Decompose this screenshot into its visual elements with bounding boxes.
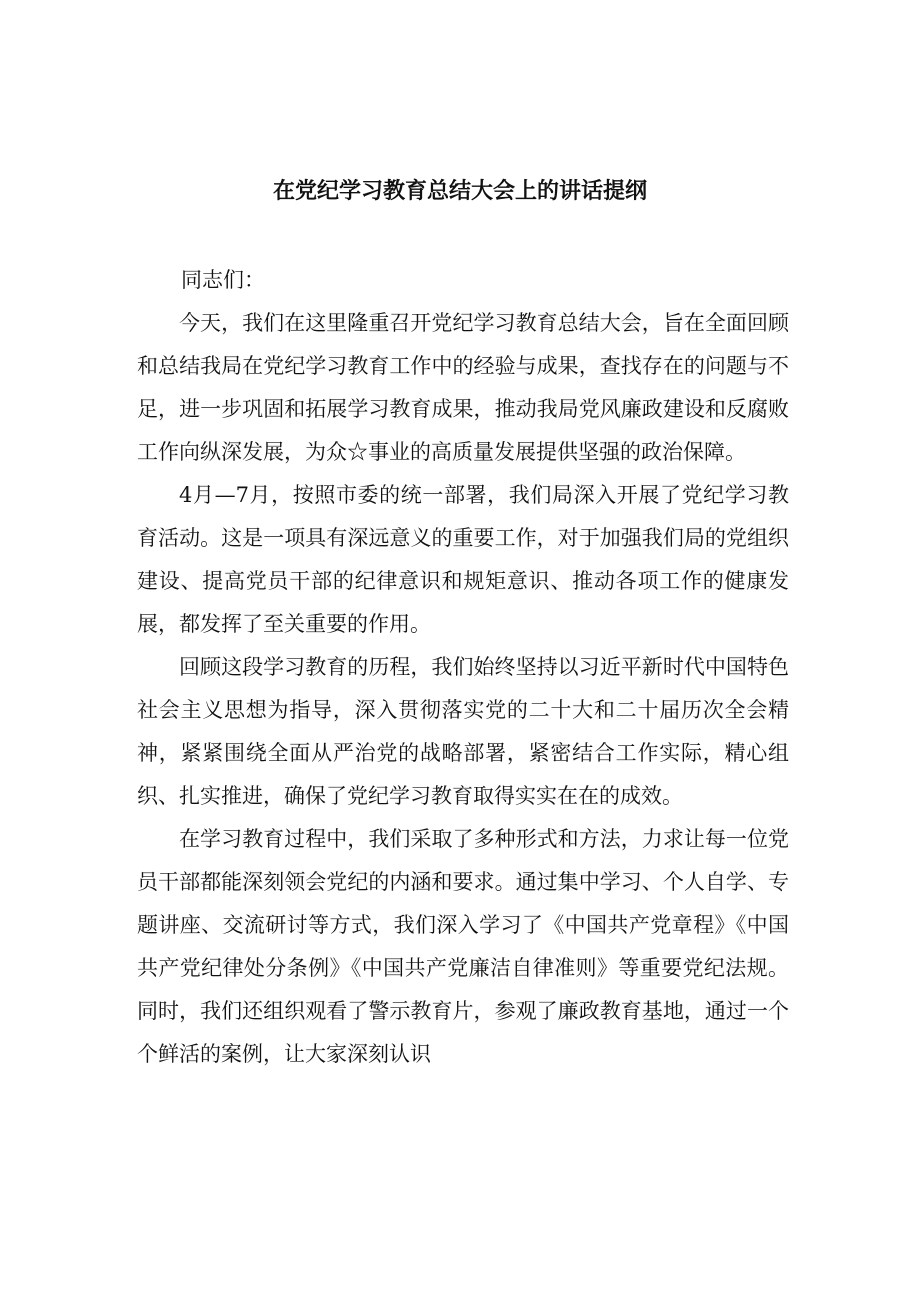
- paragraph-review: 回顾这段学习教育的历程，我们始终坚持以习近平新时代中国特色社会主义思想为指导，深入贯彻落实党的二十大和二十届历次全会精神，紧紧围绕全面从严治党的战略部署，紧密结合工作实际，精心组织、扎实推进，确保了党纪学习教育取得实实在在的成效。: [137, 655, 789, 808]
- paragraph-methods: 在学习教育过程中，我们采取了多种形式和方法，力求让每一位党员干部都能深刻领会党纪的内涵和要求。通过集中学习、个人自学、专题讲座、交流研讨等方式，我们深入学习了《中国共产党章程》《中国共产党纪律处分条例》《中国共产党廉洁自律准则》等重要党纪法规。同时，我们还组织观看了警示教育片，参观了廉政教育基地，通过一个个鲜活的案例，让大家深刻认识: [137, 827, 789, 1066]
- salutation: 同志们：: [181, 268, 265, 292]
- document-title: 在党纪学习教育总结大会上的讲话提纲: [272, 179, 647, 204]
- document-body: [137, 259, 789, 1076]
- paragraph-opening: 今天，我们在这里隆重召开党纪学习教育总结大会，旨在全面回顾和总结我局在党纪学习教育工作中的经验与成果，查找存在的问题与不足，进一步巩固和拓展学习教育成果，推动我局党风廉政建设和反腐败工作向纵深发展，为众☆事业的高质量发展提供坚强的政治保障。: [137, 311, 789, 464]
- paragraph-background: 4月—7月，按照市委的统一部署，我们局深入开展了党纪学习教育活动。这是一项具有深远意义的重要工作，对于加强我们局的党组织建设、提高党员干部的纪律意识和规矩意识、推动各项工作的健康发展，都发挥了至关重要的作用。: [137, 483, 789, 636]
